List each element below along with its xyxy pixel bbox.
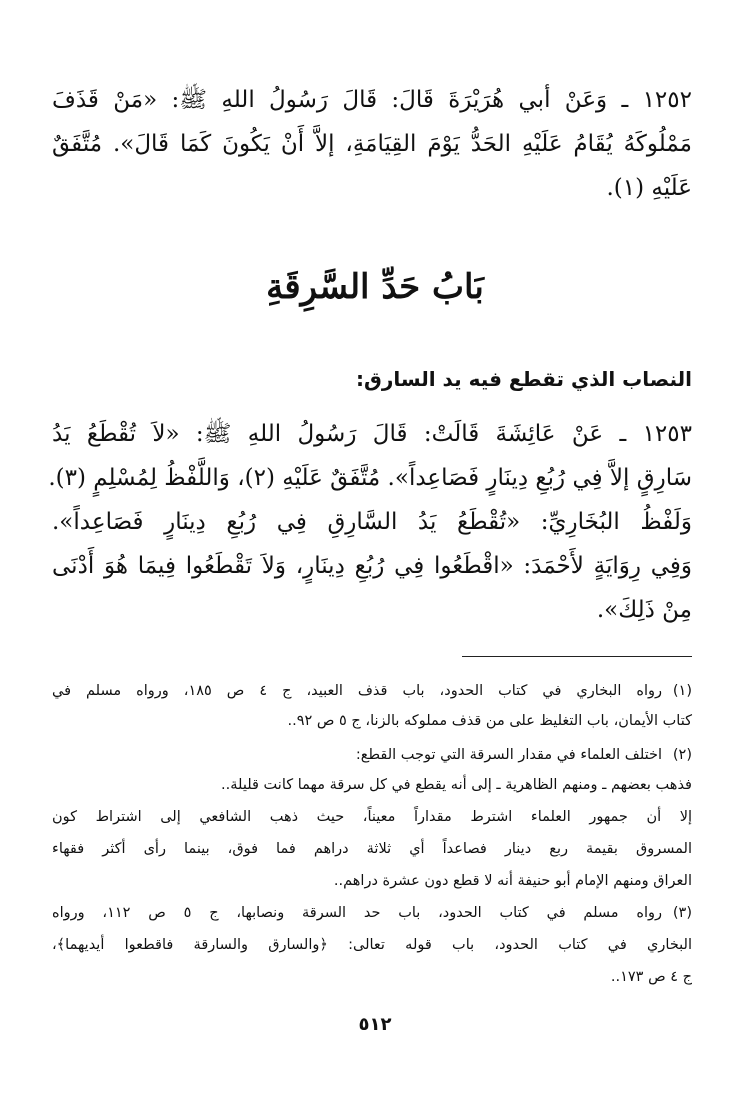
section-heading: النصاب الذي تقطع فيه يد السارق:: [355, 367, 692, 391]
footnote-2-line-2: فذهب بعضهم ـ ومنهم الظاهرية ـ إلى أنه يقطع في كل سرقة مهما كانت قليلة..: [221, 777, 692, 793]
footnote-2-line-4: المسروق بقيمة ربع دينار فصاعداً أي ثلاثة دراهم فما فوق، بينما رأى أكثر فقهاء: [52, 841, 692, 857]
hadith-1253-line-5: مِنْ ذَلِكَ».: [596, 597, 692, 623]
hadith-1253-line-1: ١٢٥٣ ـ عَنْ عَائِشَةَ قَالَتْ: قَالَ رَسُولُ اللهِ ﷺ: «لاَ تُقْطَعُ يَدُ: [52, 421, 692, 447]
footnote-3-number: (٣): [672, 905, 692, 921]
hadith-1253-line-4: وَفِي رِوَايَةٍ لأَحْمَدَ: «اقْطَعُوا فِي رُبُعِ دِينَارٍ، وَلاَ تَقْطَعُوا فِيمَا هُوَ أَدْنَى: [52, 553, 692, 579]
chapter-title: بَابُ حَدِّ السَّرِقَةِ: [266, 267, 484, 307]
footnote-2-number: (٢): [672, 747, 692, 763]
hadith-1253-line-3: وَلَفْظُ البُخَارِيِّ: «تُقْطَعُ يَدُ السَّارِقِ فِي رُبُعِ دِينَارٍ فَصَاعِداً».: [52, 509, 692, 535]
footnote-1-line-1: رواه البخاري في كتاب الحدود، باب قذف العبيد، ج ٤ ص ١٨٥، ورواه مسلم في: [52, 683, 662, 699]
footnote-2-line-1: اختلف العلماء في مقدار السرقة التي توجب القطع:: [355, 747, 662, 763]
footnote-3-line-1: رواه مسلم في كتاب الحدود، باب حد السرقة ونصابها، ج ٥ ص ١١٢، ورواه: [52, 905, 663, 921]
hadith-1252-line-2: مَمْلُوكَهُ يُقَامُ عَلَيْهِ الحَدُّ يَوْمَ القِيَامَةِ، إلاَّ أَنْ يَكُونَ كَمَا قَالَ». مُتَّفَقٌ: [52, 131, 692, 157]
footnote-1-number: (١): [672, 683, 692, 699]
footnote-3-line-2: البخاري في كتاب الحدود، باب قوله تعالى: ﴿والسارق والسارقة فاقطعوا أيديهما﴾،: [52, 937, 692, 953]
footnote-2-line-5: العراق ومنهم الإمام أبو حنيفة أنه لا قطع دون عشرة دراهم..: [333, 873, 692, 889]
page-number: ٥١٢: [358, 1014, 392, 1035]
footnote-2-line-3: إلا أن جمهور العلماء اشترط مقداراً معيناً، حيث ذهب الشافعي إلى اشتراط كون: [52, 809, 692, 825]
hadith-1252-line-1: ١٢٥٢ ـ وَعَنْ أبي هُرَيْرَةَ قَالَ: قَالَ رَسُولُ اللهِ ﷺ: «مَنْ قَذَفَ: [52, 87, 692, 113]
footnote-separator: [462, 656, 692, 657]
footnote-1-line-2: كتاب الأيمان، باب التغليظ على من قذف مملوكه بالزنا، ج ٥ ص ٩٢..: [287, 713, 692, 729]
hadith-1252-line-3: عَلَيْهِ (١).: [606, 175, 692, 201]
footnote-3-line-3: ج ٤ ص ١٧٣..: [610, 969, 692, 985]
hadith-1253-line-2: سَارِقٍ إلاَّ فِي رُبُعِ دِينَارٍ فَصَاعِداً». مُتَّفَقٌ عَلَيْهِ (٢)، وَاللَّفْظُ لِمُسْلِمٍ (٣).: [48, 465, 692, 491]
